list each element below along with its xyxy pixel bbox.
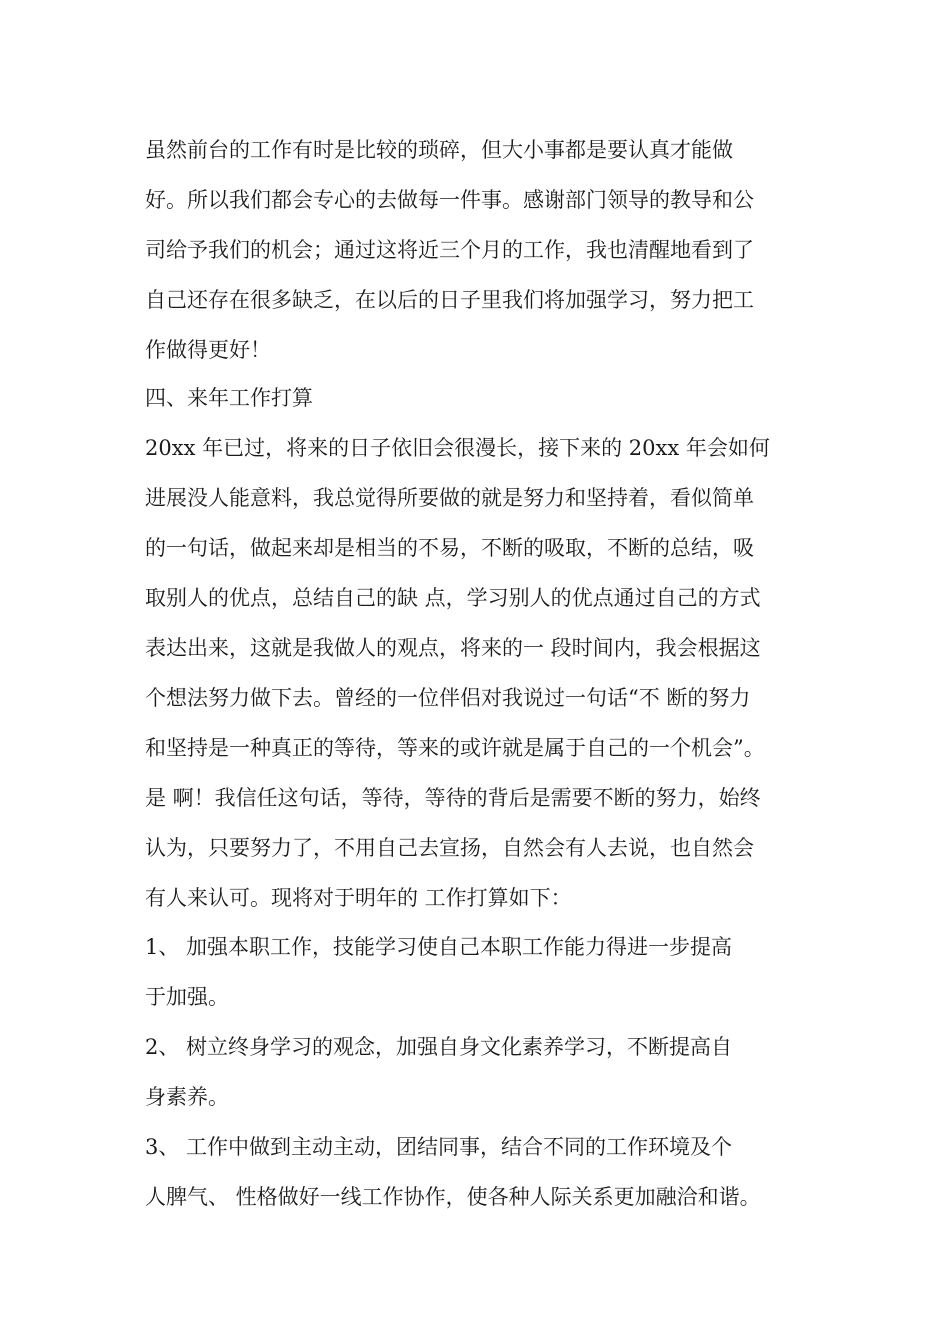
paragraph-line: 有人来认可。现将对于明年的 工作打算如下： <box>145 886 572 910</box>
paragraph-line: 认为，只要努力了，不用自己去宣扬，自然会有人去说，也自然会 <box>145 836 754 860</box>
list-item-line: 2、 树立终身学习的观念，加强自身文化素养学习，不断提高自 <box>145 1035 733 1059</box>
list-item-line: 1、 加强本职工作，技能学习使自己本职工作能力得进一步提高 <box>145 935 733 959</box>
paragraph-line: 个想法努力做下去。曾经的一位伴侣对我说过一句话“不 断的努力 <box>145 686 751 710</box>
list-item-line: 于加强。 <box>145 985 229 1009</box>
paragraph-line: 进展没人能意料，我总觉得所要做的就是努力和坚持着，看似简单 <box>145 486 754 510</box>
paragraph-line: 自己还存在很多缺乏，在以后的日子里我们将加强学习，努力把工 <box>145 288 754 312</box>
paragraph-line: 和坚持是一种真正的等待，等来的或许就是属于自己的一个机会”。 <box>145 736 765 760</box>
section-heading: 四、来年工作打算 <box>145 386 313 410</box>
paragraph-line: 司给予我们的机会；通过这将近三个月的工作，我也清醒地看到了 <box>145 238 754 262</box>
paragraph-line: 好。所以我们都会专心的去做每一件事。感谢部门领导的教导和公 <box>145 188 754 212</box>
paragraph-line: 作做得更好！ <box>145 338 271 362</box>
paragraph-line: 是 啊！我信任这句话，等待，等待的背后是需要不断的努力，始终 <box>145 786 761 810</box>
list-item-line: 人脾气、 性格做好一线工作协作，使各种人际关系更加融洽和谐。 <box>145 1185 761 1209</box>
paragraph-line: 20xx 年已过，将来的日子依旧会很漫长，接下来的 20xx 年会如何 <box>145 436 770 460</box>
paragraph-line: 表达出来，这就是我做人的观点，将来的一 段时间内，我会根据这 <box>145 636 761 660</box>
list-item-line: 3、 工作中做到主动主动，团结同事，结合不同的工作环境及个 <box>145 1135 733 1159</box>
list-item-line: 身素养。 <box>145 1085 229 1109</box>
paragraph-line: 虽然前台的工作有时是比较的琐碎，但大小事都是要认真才能做 <box>145 138 733 162</box>
paragraph-line: 的一句话，做起来却是相当的不易，不断的吸取，不断的总结，吸 <box>145 536 754 560</box>
paragraph-line: 取别人的优点，总结自己的缺 点，学习别人的优点通过自己的方式 <box>145 586 761 610</box>
